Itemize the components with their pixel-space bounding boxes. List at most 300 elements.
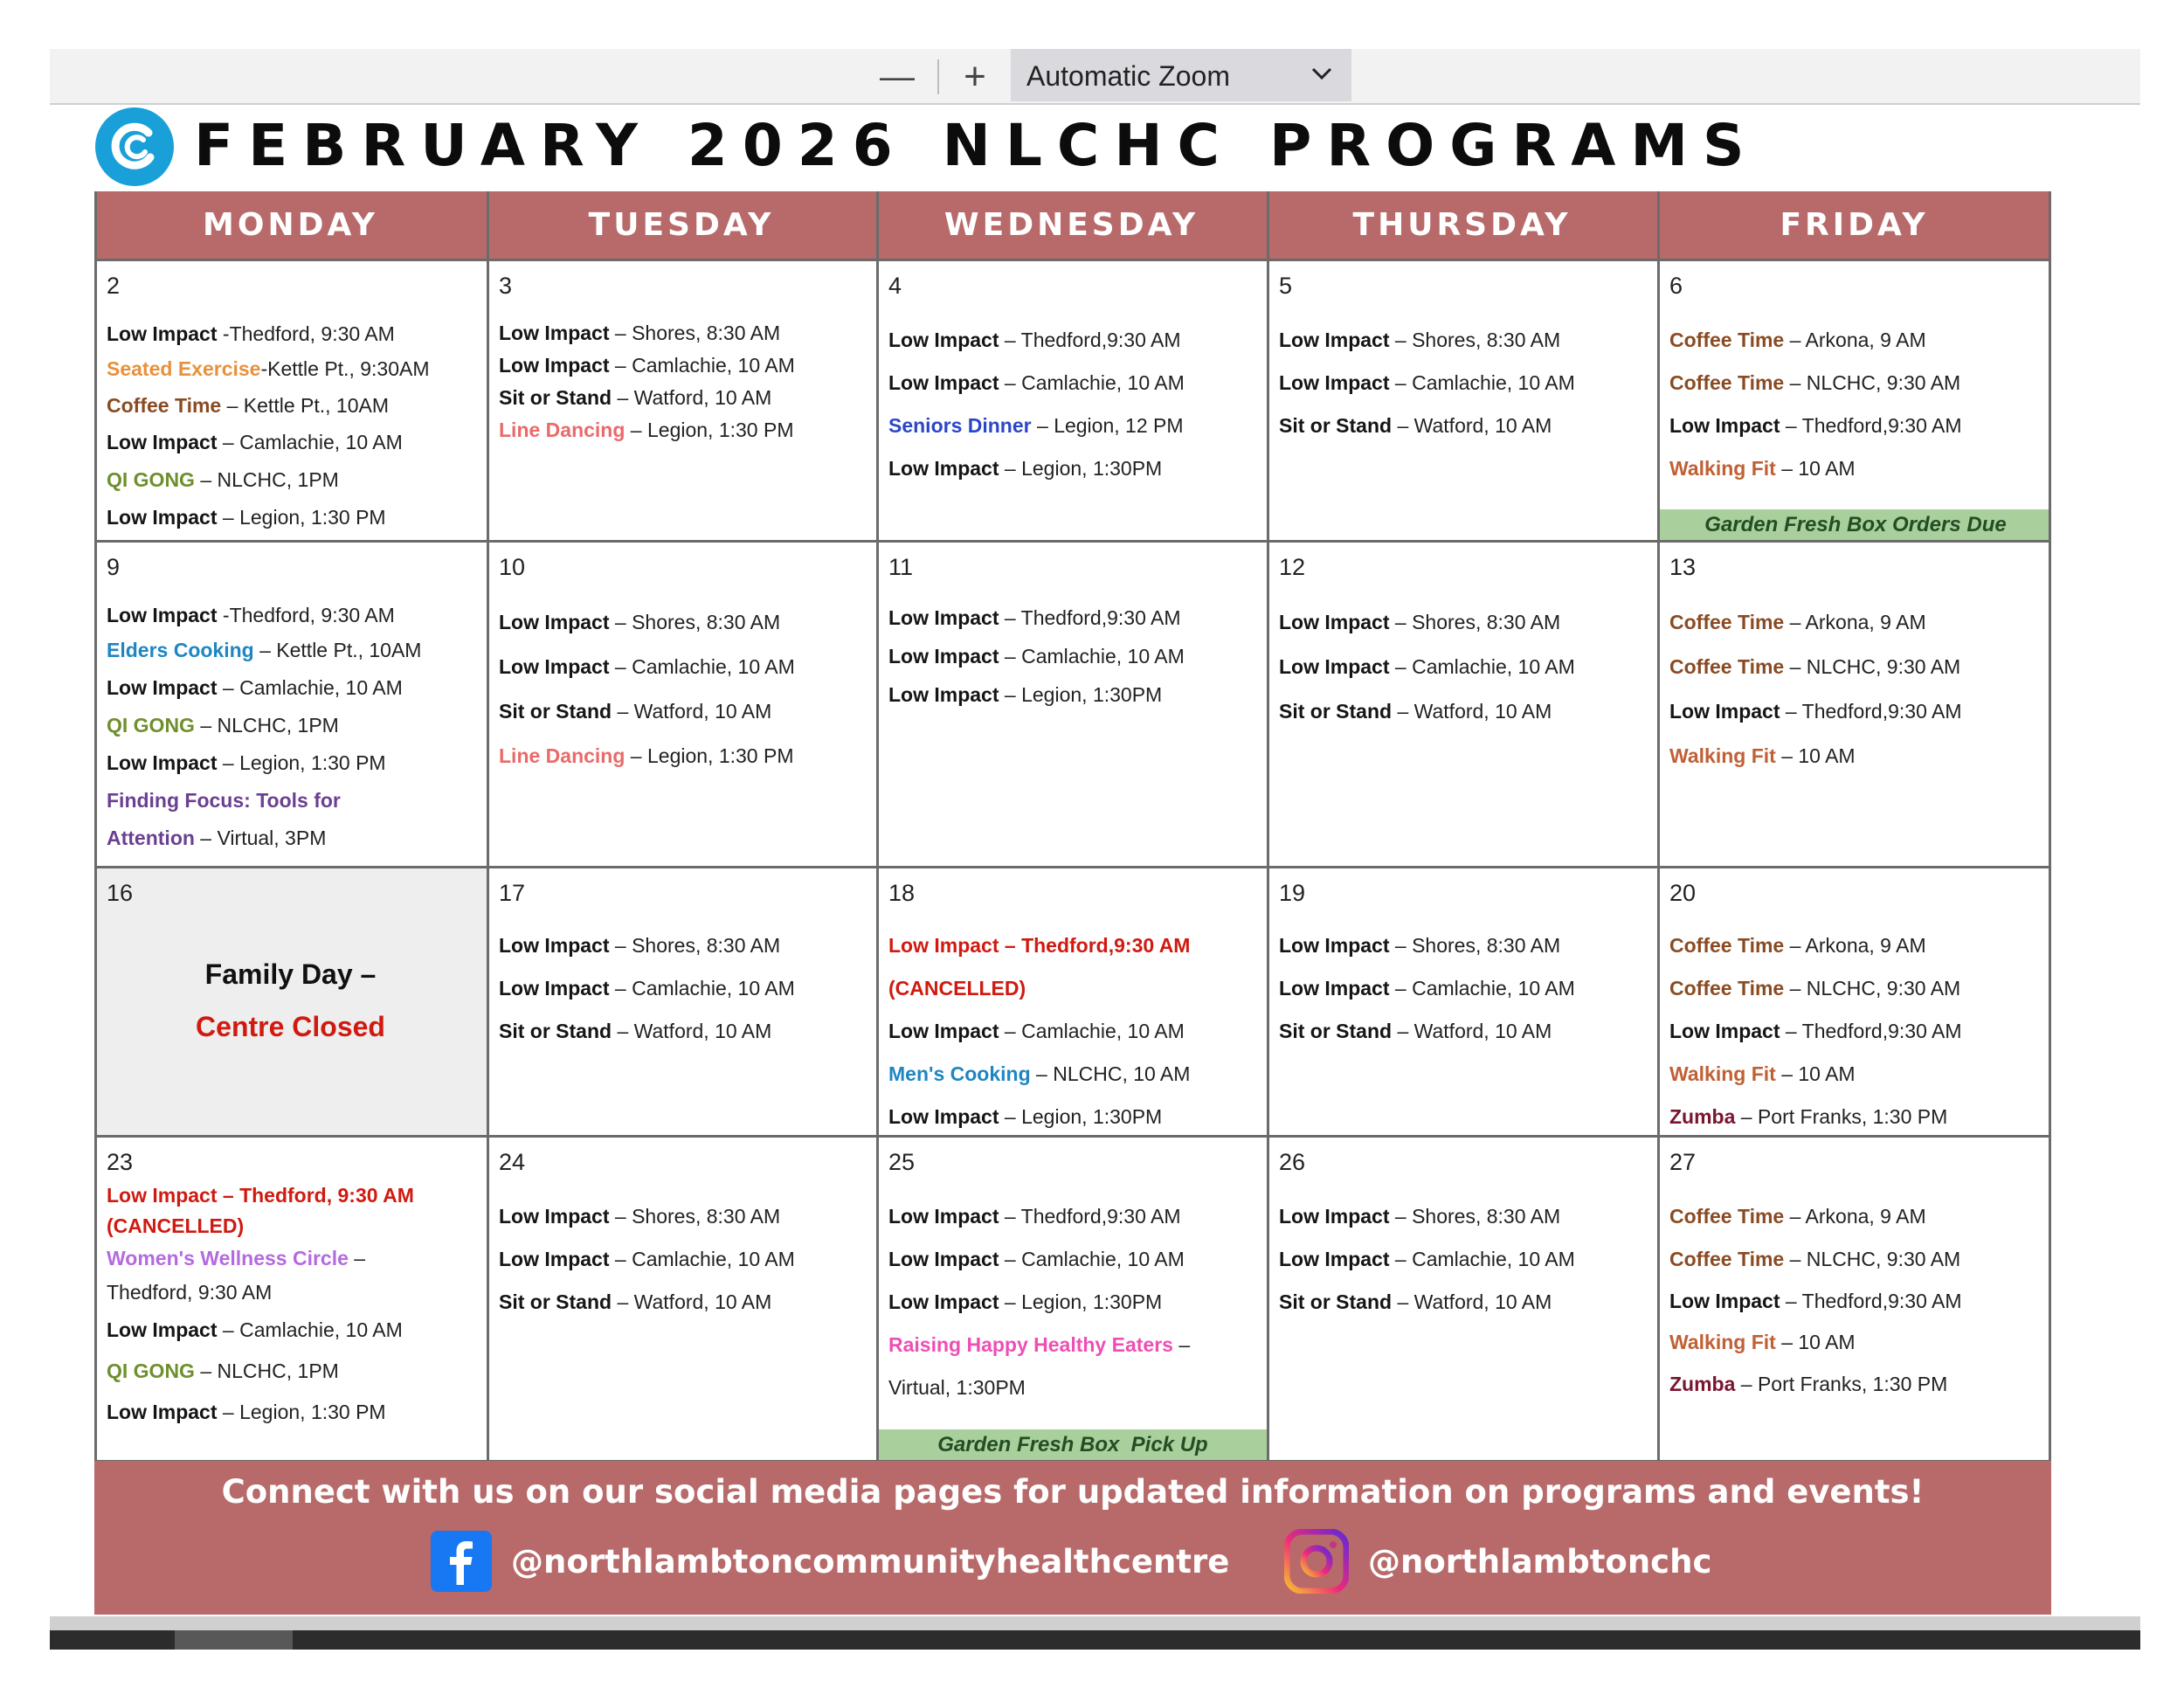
program-entry bbox=[107, 1210, 474, 1242]
day-number: 17 bbox=[499, 880, 526, 906]
program-location-time: Port Franks, 1:30 PM bbox=[1757, 1105, 1948, 1128]
program-name: Low Impact bbox=[107, 604, 218, 626]
program-separator: – bbox=[1389, 371, 1413, 394]
program-location-time: Watford, 10 AM bbox=[1413, 1290, 1552, 1313]
program-separator: – bbox=[999, 1205, 1021, 1228]
program-separator: – bbox=[1392, 700, 1414, 723]
event-list bbox=[1279, 319, 1645, 447]
program-name: Low Impact bbox=[1669, 1020, 1780, 1042]
program-entry bbox=[1669, 447, 2039, 490]
program-name: Walking Fit bbox=[1669, 1331, 1776, 1353]
day-number: 4 bbox=[888, 273, 902, 299]
program-name: Women's Wellness Circle bbox=[107, 1247, 349, 1269]
program-location-time: Watford, 10 AM bbox=[633, 700, 772, 723]
program-location-time: Camlachie, 10 AM bbox=[1412, 371, 1575, 394]
event-list bbox=[107, 598, 474, 857]
program-entry bbox=[1669, 1010, 2039, 1053]
program-location-time: NLCHC, 9:30 AM bbox=[1806, 371, 1961, 394]
program-location-time: Legion, 1:30 PM bbox=[646, 744, 794, 767]
program-location-time: Shores, 8:30 AM bbox=[1412, 329, 1561, 351]
program-name: Sit or Stand bbox=[499, 1290, 612, 1313]
calendar-day-13 bbox=[1657, 541, 2051, 867]
program-name: Line Dancing bbox=[499, 419, 625, 441]
program-entry bbox=[1279, 645, 1645, 689]
calendar-day-23 bbox=[94, 1136, 487, 1461]
program-location-time: Arkona, 9 AM bbox=[1805, 611, 1926, 633]
program-name: Attention bbox=[107, 827, 195, 849]
event-list bbox=[499, 600, 864, 778]
program-location-time: Virtual, 1:30PM bbox=[888, 1376, 1026, 1399]
program-entry bbox=[1669, 1096, 2039, 1136]
program-location-time: Camlachie, 10 AM bbox=[632, 1248, 795, 1270]
program-entry bbox=[1669, 1363, 2039, 1406]
program-name: Sit or Stand bbox=[499, 1020, 612, 1042]
program-entry bbox=[107, 669, 474, 707]
program-separator: – bbox=[1392, 1020, 1414, 1042]
program-name: Low Impact bbox=[888, 606, 999, 629]
program-name: Walking Fit bbox=[1669, 744, 1776, 767]
calendar-header-row bbox=[94, 191, 2051, 259]
program-location-time: Kettle Pt., 10AM bbox=[243, 394, 389, 417]
program-name: Zumba bbox=[1669, 1373, 1736, 1395]
program-location-time: Thedford,9:30 AM bbox=[1020, 329, 1181, 351]
program-name: Seated Exercise bbox=[107, 357, 261, 380]
program-entry bbox=[1669, 1238, 2039, 1281]
program-entry bbox=[888, 1238, 1254, 1281]
program-separator: – bbox=[999, 1020, 1022, 1042]
day-number: 13 bbox=[1669, 554, 1697, 580]
calendar-day-26 bbox=[1267, 1136, 1657, 1461]
program-location-time: Shores, 8:30 AM bbox=[632, 611, 781, 633]
program-name: Low Impact bbox=[1279, 329, 1390, 351]
program-separator: – bbox=[1780, 1290, 1802, 1312]
program-entry bbox=[499, 967, 864, 1010]
program-separator: – bbox=[1784, 655, 1807, 678]
program-entry bbox=[107, 1351, 474, 1392]
program-location-time: Watford, 10 AM bbox=[1413, 1020, 1552, 1042]
program-entry bbox=[107, 1275, 474, 1310]
instagram-handle: @northlambtonchc bbox=[1368, 1542, 1712, 1581]
program-entry bbox=[1669, 689, 2039, 734]
program-separator: – bbox=[999, 1105, 1022, 1128]
program-location-time: Thedford,9:30 AM bbox=[1801, 700, 1962, 723]
program-entry bbox=[107, 317, 474, 350]
social-media-footer bbox=[94, 1461, 2051, 1615]
program-separator: – bbox=[612, 386, 634, 409]
zoom-out-button[interactable]: — bbox=[880, 58, 915, 96]
calendar-day-10 bbox=[487, 541, 876, 867]
day-number: 20 bbox=[1669, 880, 1697, 906]
program-name: Low Impact bbox=[1279, 371, 1390, 394]
program-separator: – bbox=[1735, 1373, 1758, 1395]
program-entry bbox=[888, 1010, 1254, 1053]
program-location-time: Port Franks, 1:30 PM bbox=[1757, 1373, 1948, 1395]
program-location-time: Legion, 12 PM bbox=[1054, 414, 1184, 437]
program-location-time: Arkona, 9 AM bbox=[1805, 1205, 1926, 1228]
program-location-time: Thedford,9:30 AM bbox=[1801, 1290, 1962, 1312]
program-name: Low Impact bbox=[107, 1401, 218, 1423]
program-separator: – bbox=[221, 394, 244, 417]
program-name: Low Impact bbox=[1279, 611, 1390, 633]
program-separator: – bbox=[1172, 1333, 1191, 1356]
program-name: Coffee Time bbox=[1669, 934, 1785, 957]
program-separator: – bbox=[1389, 611, 1413, 633]
dayname-wednesday: WEDNESDAY bbox=[943, 207, 1199, 243]
program-location-time: Thedford,9:30 AM bbox=[1020, 1205, 1181, 1228]
program-entry bbox=[1279, 319, 1645, 362]
program-entry bbox=[888, 447, 1254, 490]
program-separator: – bbox=[609, 977, 632, 1000]
program-entry bbox=[107, 782, 474, 820]
program-entry bbox=[1669, 1195, 2039, 1238]
program-entry bbox=[499, 382, 864, 414]
grid-line bbox=[1657, 191, 1660, 1615]
program-location-time: Legion, 1:30 PM bbox=[239, 506, 386, 529]
program-entry bbox=[1669, 405, 2039, 447]
program-entry bbox=[499, 1238, 864, 1281]
program-name: QI GONG bbox=[107, 1359, 195, 1382]
program-name: Sit or Stand bbox=[499, 700, 612, 723]
program-name: Low Impact bbox=[499, 322, 610, 344]
footer-message: Connect with us on our social media pages for updated information on programs and events! bbox=[221, 1473, 1925, 1511]
program-separator: – bbox=[1389, 329, 1413, 351]
calendar-day-5 bbox=[1267, 259, 1657, 541]
program-location-time: Virtual, 3PM bbox=[217, 827, 327, 849]
calendar-day-25 bbox=[876, 1136, 1267, 1461]
program-location-time: Shores, 8:30 AM bbox=[1412, 611, 1561, 633]
event-list bbox=[499, 924, 864, 1053]
program-name: Raising Happy Healthy Eaters bbox=[888, 1333, 1173, 1356]
instagram-link[interactable] bbox=[1284, 1531, 1711, 1592]
program-separator: – bbox=[1775, 457, 1799, 480]
program-name: Low Impact bbox=[888, 371, 999, 394]
program-name: Low Impact bbox=[499, 977, 610, 1000]
program-name: Low Impact bbox=[107, 506, 218, 529]
program-separator: – bbox=[609, 655, 632, 678]
program-separator: – bbox=[194, 714, 218, 737]
program-separator: – bbox=[999, 1290, 1022, 1313]
taskbar-item[interactable] bbox=[175, 1630, 293, 1650]
day-number: 18 bbox=[888, 880, 916, 906]
program-location-time: Arkona, 9 AM bbox=[1805, 329, 1926, 351]
program-location-time: 10 AM bbox=[1798, 457, 1856, 480]
program-entry bbox=[1279, 405, 1645, 447]
grid-line bbox=[2049, 191, 2051, 1615]
program-entry bbox=[1279, 1281, 1645, 1324]
program-name: Low Impact bbox=[1279, 977, 1390, 1000]
instagram-icon bbox=[1284, 1529, 1349, 1594]
program-name: Sit or Stand bbox=[1279, 700, 1393, 723]
program-separator: – bbox=[1392, 1290, 1414, 1313]
grid-line bbox=[487, 191, 489, 1615]
zoom-select-value: Automatic Zoom bbox=[1026, 60, 1230, 92]
day-number: 12 bbox=[1279, 554, 1306, 580]
garden-fresh-box-banner: Garden Fresh Box Pick Up bbox=[879, 1429, 1267, 1461]
program-separator: – bbox=[1775, 1331, 1799, 1353]
page-title: FEBRUARY 2026 NLCHC PROGRAMS bbox=[194, 112, 1759, 179]
program-separator: – bbox=[625, 744, 647, 767]
pdf-viewer-toolbar bbox=[50, 49, 2140, 105]
calendar-day-4 bbox=[876, 259, 1267, 541]
program-separator: – bbox=[625, 419, 647, 441]
program-name: Low Impact bbox=[1279, 1248, 1390, 1270]
program-entry bbox=[107, 461, 474, 499]
calendar-day-11 bbox=[876, 541, 1267, 867]
program-entry bbox=[499, 600, 864, 645]
program-separator: – bbox=[1030, 1062, 1054, 1085]
program-entry bbox=[888, 1366, 1254, 1409]
dayname-friday: FRIDAY bbox=[1780, 207, 1929, 243]
nlchc-logo-icon bbox=[94, 107, 175, 187]
program-location-time: Camlachie, 10 AM bbox=[239, 1318, 403, 1341]
program-location-time: Legion, 1:30PM bbox=[1021, 683, 1163, 706]
program-entry bbox=[499, 414, 864, 446]
program-separator: – bbox=[609, 1205, 632, 1228]
program-location-time: Shores, 8:30 AM bbox=[1412, 934, 1561, 957]
program-separator: – bbox=[253, 639, 277, 661]
program-entry bbox=[1669, 645, 2039, 689]
day-number: 10 bbox=[499, 554, 526, 580]
program-separator: – bbox=[217, 1401, 240, 1423]
day-number: 3 bbox=[499, 273, 513, 299]
horizontal-scrollbar[interactable] bbox=[50, 1616, 2140, 1630]
program-entry bbox=[1669, 1322, 2039, 1363]
program-entry bbox=[1669, 967, 2039, 1010]
program-location-time: Camlachie, 10 AM bbox=[239, 676, 403, 699]
program-location-time: Legion, 1:30PM bbox=[1021, 1105, 1163, 1128]
program-entry bbox=[888, 924, 1254, 967]
program-location-time: Arkona, 9 AM bbox=[1805, 934, 1926, 957]
program-entry bbox=[107, 744, 474, 782]
program-separator: – bbox=[1784, 977, 1807, 1000]
program-location-time: Camlachie, 10 AM bbox=[1021, 645, 1185, 668]
calendar-day-18 bbox=[876, 867, 1267, 1136]
program-separator: – bbox=[999, 1248, 1022, 1270]
program-separator: – bbox=[1784, 371, 1807, 394]
program-name: Low Impact bbox=[499, 1248, 610, 1270]
program-separator: – bbox=[1784, 1205, 1806, 1228]
program-location-time: Camlachie, 10 AM bbox=[1412, 655, 1575, 678]
program-separator: – bbox=[217, 506, 240, 529]
program-separator: – bbox=[217, 431, 240, 453]
event-list bbox=[499, 1195, 864, 1324]
event-list bbox=[499, 317, 864, 446]
calendar-day-19 bbox=[1267, 867, 1657, 1136]
program-location-time: 10 AM bbox=[1798, 1062, 1856, 1085]
calendar-day-6 bbox=[1657, 259, 2051, 541]
chevron-down-icon bbox=[1308, 59, 1336, 87]
program-location-time: NLCHC, 9:30 AM bbox=[1806, 1248, 1961, 1270]
program-location-time: Kettle Pt., 10AM bbox=[276, 639, 422, 661]
program-name: Seniors Dinner bbox=[888, 414, 1032, 437]
program-location-time: Camlachie, 10 AM bbox=[1021, 1020, 1185, 1042]
event-list bbox=[107, 1181, 474, 1433]
program-separator: – bbox=[609, 611, 632, 633]
program-entry bbox=[499, 1281, 864, 1324]
program-entry bbox=[888, 637, 1254, 675]
program-entry bbox=[888, 362, 1254, 405]
program-location-time: Shores, 8:30 AM bbox=[632, 934, 781, 957]
program-location-time: NLCHC, 9:30 AM bbox=[1806, 977, 1961, 1000]
program-separator: - bbox=[217, 322, 230, 345]
program-separator: – bbox=[1031, 414, 1054, 437]
grid-line bbox=[1267, 191, 1269, 1615]
program-entry bbox=[107, 707, 474, 744]
program-separator: – bbox=[1775, 744, 1799, 767]
day-number: 6 bbox=[1669, 273, 1683, 299]
program-name: Low Impact bbox=[499, 934, 610, 957]
dayname-thursday: THURSDAY bbox=[1352, 207, 1572, 243]
event-list bbox=[1279, 600, 1645, 734]
program-separator: – bbox=[1784, 611, 1806, 633]
program-location-time: Thedford, 9:30 AM bbox=[107, 1281, 273, 1304]
program-entry bbox=[499, 317, 864, 349]
day-number: 11 bbox=[888, 554, 914, 580]
program-location-time: Camlachie, 10 AM bbox=[1021, 1248, 1185, 1270]
calendar-day-3 bbox=[487, 259, 876, 541]
program-entry bbox=[1279, 689, 1645, 734]
event-list bbox=[1669, 924, 2039, 1136]
program-entry bbox=[888, 1195, 1254, 1238]
program-name: Low Impact bbox=[888, 1020, 999, 1042]
program-entry bbox=[107, 1310, 474, 1351]
program-name: Coffee Time bbox=[1669, 329, 1785, 351]
program-entry bbox=[888, 967, 1254, 1010]
calendar-day-17 bbox=[487, 867, 876, 1136]
program-separator: – bbox=[194, 827, 218, 849]
event-list bbox=[1669, 319, 2039, 490]
program-entry bbox=[107, 632, 474, 669]
program-entry bbox=[107, 424, 474, 461]
day-number: 2 bbox=[107, 273, 121, 299]
day-number: 19 bbox=[1279, 880, 1306, 906]
program-name: Low Impact bbox=[1669, 1290, 1780, 1312]
program-name: Low Impact bbox=[888, 645, 999, 668]
program-entry bbox=[1279, 1195, 1645, 1238]
program-separator: – bbox=[1392, 414, 1414, 437]
program-separator: – bbox=[999, 683, 1022, 706]
program-separator: - bbox=[260, 357, 268, 380]
program-name: Low Impact bbox=[499, 611, 610, 633]
program-separator: – bbox=[612, 700, 634, 723]
day-number: 16 bbox=[107, 880, 134, 906]
program-separator: – bbox=[1780, 700, 1802, 723]
event-list bbox=[888, 598, 1254, 714]
program-entry bbox=[499, 734, 864, 778]
program-entry bbox=[107, 820, 474, 857]
program-entry bbox=[107, 499, 474, 536]
program-name: Coffee Time bbox=[1669, 1205, 1785, 1228]
program-location-time: Camlachie, 10 AM bbox=[632, 655, 795, 678]
program-entry bbox=[107, 1392, 474, 1433]
program-separator: – bbox=[1389, 977, 1413, 1000]
program-entry bbox=[107, 387, 474, 424]
event-list bbox=[1279, 1195, 1645, 1324]
program-entry bbox=[107, 1181, 474, 1210]
program-location-time: Thedford,9:30 AM bbox=[1801, 1020, 1962, 1042]
program-entry bbox=[107, 1242, 474, 1275]
program-name: Line Dancing bbox=[499, 744, 625, 767]
program-name: Sit or Stand bbox=[499, 386, 612, 409]
program-location-time: Shores, 8:30 AM bbox=[1412, 1205, 1561, 1228]
program-entry bbox=[1669, 600, 2039, 645]
facebook-link[interactable] bbox=[431, 1531, 1229, 1592]
program-location-time: Legion, 1:30 PM bbox=[646, 419, 794, 441]
program-entry bbox=[1669, 1053, 2039, 1096]
program-entry bbox=[888, 1281, 1254, 1324]
program-location-time: Legion, 1:30 PM bbox=[239, 1401, 386, 1423]
grid-line bbox=[94, 866, 2051, 868]
program-entry bbox=[499, 1195, 864, 1238]
program-entry bbox=[499, 645, 864, 689]
program-separator: – bbox=[217, 676, 240, 699]
day-number: 26 bbox=[1279, 1149, 1306, 1175]
program-name: Elders Cooking bbox=[107, 639, 254, 661]
program-entry bbox=[499, 689, 864, 734]
day-number: 27 bbox=[1669, 1149, 1697, 1175]
program-location-time: Watford, 10 AM bbox=[633, 1020, 772, 1042]
event-list bbox=[1669, 600, 2039, 778]
program-name: Low Impact bbox=[888, 457, 999, 480]
day-number: 5 bbox=[1279, 273, 1293, 299]
facebook-icon bbox=[431, 1531, 492, 1592]
program-name: (CANCELLED) bbox=[107, 1214, 245, 1237]
program-location-time: Watford, 10 AM bbox=[633, 386, 772, 409]
program-separator: – bbox=[612, 1290, 634, 1313]
program-name: Finding Focus: Tools for bbox=[107, 789, 341, 812]
program-location-time: NLCHC, 9:30 AM bbox=[1806, 655, 1961, 678]
calendar-day-24 bbox=[487, 1136, 876, 1461]
program-separator: – bbox=[217, 751, 240, 774]
grid-line bbox=[94, 191, 97, 1615]
calendar-day-27 bbox=[1657, 1136, 2051, 1461]
program-entry bbox=[499, 349, 864, 382]
day-number: 24 bbox=[499, 1149, 526, 1175]
program-entry bbox=[499, 1010, 864, 1053]
program-name: Coffee Time bbox=[1669, 977, 1785, 1000]
zoom-in-button[interactable]: + bbox=[964, 55, 986, 98]
program-separator: – bbox=[1780, 1020, 1802, 1042]
program-separator: – bbox=[612, 1020, 634, 1042]
program-name: Low Impact bbox=[107, 431, 218, 453]
program-entry bbox=[1669, 319, 2039, 362]
program-name: Sit or Stand bbox=[1279, 1020, 1393, 1042]
program-location-time: NLCHC, 1PM bbox=[217, 714, 339, 737]
calendar-day-12 bbox=[1267, 541, 1657, 867]
program-separator: – bbox=[1735, 1105, 1758, 1128]
program-separator: – bbox=[999, 457, 1022, 480]
program-name: Low Impact bbox=[1279, 934, 1390, 957]
program-separator: – bbox=[1784, 934, 1806, 957]
facebook-handle: @northlambtoncommunityhealthcentre bbox=[511, 1542, 1230, 1581]
program-name: Low Impact bbox=[107, 322, 218, 345]
program-location-time: Camlachie, 10 AM bbox=[1412, 977, 1575, 1000]
grid-line bbox=[94, 1135, 2051, 1138]
program-location-time: Camlachie, 10 AM bbox=[632, 354, 795, 377]
program-location-time: Thedford, 9:30 AM bbox=[229, 604, 395, 626]
program-entry bbox=[1669, 734, 2039, 778]
program-entry bbox=[1669, 924, 2039, 967]
zoom-select[interactable] bbox=[1011, 49, 1351, 101]
centre-closed-notice: Centre Closed bbox=[196, 1011, 385, 1042]
event-list bbox=[1279, 924, 1645, 1053]
program-name: Low Impact bbox=[1669, 414, 1780, 437]
program-separator: – bbox=[609, 934, 632, 957]
program-location-time: NLCHC, 10 AM bbox=[1053, 1062, 1191, 1085]
program-name: Low Impact bbox=[499, 655, 610, 678]
program-name: Low Impact bbox=[888, 1290, 999, 1313]
program-name: QI GONG bbox=[107, 714, 195, 737]
